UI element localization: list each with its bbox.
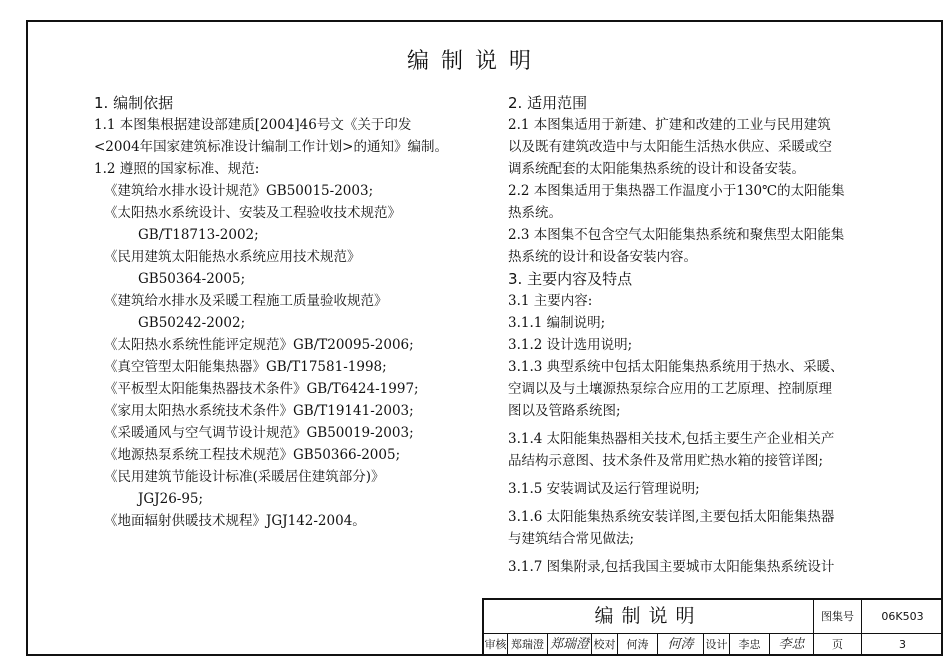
reference-item: 《平板型太阳能集热器技术条件》GB/T6424-1997; bbox=[104, 381, 419, 397]
paragraph-line: 3.1.2 设计选用说明; bbox=[508, 337, 633, 353]
reference-item: 《地面辐射供暖技术规程》JGJ142-2004。 bbox=[104, 513, 366, 529]
left-column bbox=[94, 92, 494, 532]
reference-item: 《建筑给水排水及采暖工程施工质量验收规范》 bbox=[104, 293, 388, 309]
paragraph-line: 热系统的设计和设备安装内容。 bbox=[508, 249, 697, 265]
reference-item: 《民用建筑节能设计标准(采暖居住建筑部分)》 bbox=[104, 469, 385, 485]
reference-item: 《民用建筑太阳能热水系统应用技术规范》 bbox=[104, 249, 361, 265]
title-block-name: 编制说明 bbox=[484, 600, 814, 633]
paragraph-line: 空调以及与土壤源热泵综合应用的工艺原理、控制原理 bbox=[508, 381, 832, 397]
reference-item: 《建筑给水排水设计规范》GB50015-2003; bbox=[104, 183, 374, 199]
reference-item: 《地源热泵系统工程技术规范》GB50366-2005; bbox=[104, 447, 401, 463]
paragraph-line: 2.3 本图集不包含空气太阳能集热系统和聚焦型太阳能集 bbox=[508, 227, 845, 243]
section-heading-2: 2. 适用范围 bbox=[508, 94, 588, 112]
reference-item: 《太阳热水系统性能评定规范》GB/T20095-2006; bbox=[104, 337, 414, 353]
paragraph-line: 3.1.4 太阳能集热器相关技术,包括主要生产企业相关产 bbox=[508, 431, 835, 447]
reference-code: JGJ26-95; bbox=[138, 491, 204, 507]
paragraph-line: 3.1.3 典型系统中包括太阳能集热系统用于热水、采暖、 bbox=[508, 359, 844, 375]
reference-code: GB50242-2002; bbox=[138, 315, 246, 331]
checker-name: 何涛 bbox=[618, 634, 658, 656]
paragraph-line: 调系统配套的太阳能集热系统的设计和设备安装。 bbox=[508, 161, 805, 177]
paragraph-line: 2.2 本图集适用于集热器工作温度小于130℃的太阳能集 bbox=[508, 183, 845, 199]
paragraph-line: 3.1.1 编制说明; bbox=[508, 315, 606, 331]
paragraph-line: 1.1 本图集根据建设部建质[2004]46号文《关于印发 bbox=[94, 117, 412, 133]
reviewer-name: 郑瑞澄 bbox=[508, 634, 548, 656]
review-label: 审核 bbox=[484, 634, 508, 656]
reference-item: 《太阳热水系统设计、安装及工程验收技术规范》 bbox=[104, 205, 401, 221]
title-block-row-top bbox=[484, 600, 941, 634]
paragraph-line: 图以及管路系统图; bbox=[508, 403, 621, 419]
reviewer-signature: 郑瑞澄 bbox=[548, 634, 592, 656]
paragraph-line: 1.2 遵照的国家标准、规范: bbox=[94, 161, 260, 177]
reference-code: GB/T18713-2002; bbox=[138, 227, 259, 243]
atlas-number: 06K503 bbox=[881, 610, 924, 623]
page-title: 编制说明 bbox=[406, 49, 543, 74]
right-column bbox=[508, 92, 878, 578]
title-block-row-bottom bbox=[484, 634, 941, 656]
reference-item: 《真空管型太阳能集热器》GB/T17581-1998; bbox=[104, 359, 387, 375]
designer-signature: 李忠 bbox=[770, 634, 814, 656]
title-block bbox=[482, 598, 941, 656]
atlas-number-label: 图集号 bbox=[814, 600, 862, 633]
paragraph-line: 品结构示意图、技术条件及常用贮热水箱的接管详图; bbox=[508, 453, 824, 469]
paragraph-line: 3.1.6 太阳能集热系统安装详图,主要包括太阳能集热器 bbox=[508, 509, 835, 525]
design-label: 设计 bbox=[704, 634, 730, 656]
designer-name: 李忠 bbox=[730, 634, 770, 656]
paragraph-line: 2.1 本图集适用于新建、扩建和改建的工业与民用建筑 bbox=[508, 117, 831, 133]
paragraph-line: 3.1.5 安装调试及运行管理说明; bbox=[508, 481, 700, 497]
paragraph-line: 热系统。 bbox=[508, 205, 562, 221]
page-label: 页 bbox=[814, 634, 862, 656]
paragraph-line: 与建筑结合常见做法; bbox=[508, 531, 635, 547]
paragraph-line: <2004年国家建筑标准设计编制工作计划>的通知》编制。 bbox=[94, 139, 448, 155]
page-number: 3 bbox=[899, 638, 906, 651]
paragraph-line: 3.1.7 图集附录,包括我国主要城市太阳能集热系统设计 bbox=[508, 559, 835, 575]
paragraph-line: 以及既有建筑改造中与太阳能生活热水供应、采暖或空 bbox=[508, 139, 832, 155]
reference-item: 《采暖通风与空气调节设计规范》GB50019-2003; bbox=[104, 425, 414, 441]
section-heading-1: 1. 编制依据 bbox=[94, 94, 174, 112]
checker-signature: 何涛 bbox=[658, 634, 704, 656]
paragraph-line: 3.1 主要内容: bbox=[508, 293, 593, 309]
check-label: 校对 bbox=[592, 634, 618, 656]
section-heading-3: 3. 主要内容及特点 bbox=[508, 270, 633, 288]
reference-code: GB50364-2005; bbox=[138, 271, 246, 287]
reference-item: 《家用太阳热水系统技术条件》GB/T19141-2003; bbox=[104, 403, 414, 419]
